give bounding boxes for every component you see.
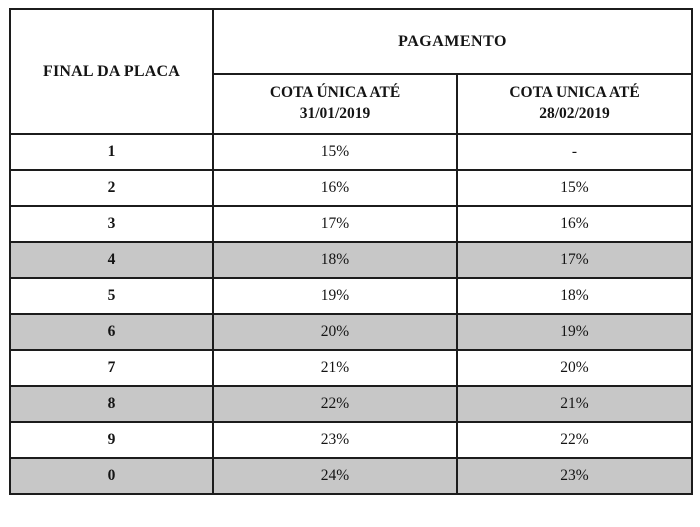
table-row (10, 278, 692, 314)
cota2-value-cell: 16% (457, 206, 692, 242)
ipva-payment-table (9, 8, 693, 495)
cota1-value-cell: 21% (213, 350, 457, 386)
cota2-value-cell: 23% (457, 458, 692, 494)
table-row (10, 170, 692, 206)
cota2-value-cell: 20% (457, 350, 692, 386)
table-row (10, 242, 692, 278)
cota1-value-cell: 15% (213, 134, 457, 170)
table-row (10, 422, 692, 458)
plate-ending-cell: 9 (10, 422, 213, 458)
cota2-value-cell: 22% (457, 422, 692, 458)
column-header-cota-unica-1 (213, 74, 457, 134)
column-header-pagamento: PAGAMENTO (213, 9, 692, 74)
plate-ending-cell: 5 (10, 278, 213, 314)
cota-unica-1-date: 31/01/2019 (299, 105, 371, 122)
table-row (10, 386, 692, 422)
cota1-value-cell: 16% (213, 170, 457, 206)
table-row (10, 314, 692, 350)
cota-unica-2-label: COTA UNICA ATÉ (509, 84, 640, 102)
plate-ending-cell: 7 (10, 350, 213, 386)
plate-ending-cell: 0 (10, 458, 213, 494)
plate-ending-cell: 1 (10, 134, 213, 170)
plate-ending-cell: 8 (10, 386, 213, 422)
cota2-value-cell: 15% (457, 170, 692, 206)
table-row (10, 134, 692, 170)
cota1-value-cell: 18% (213, 242, 457, 278)
column-header-cota-unica-2 (457, 74, 692, 134)
table-row (10, 350, 692, 386)
cota2-value-cell: 19% (457, 314, 692, 350)
cota1-value-cell: 17% (213, 206, 457, 242)
column-header-final-da-placa: FINAL DA PLACA (10, 9, 213, 134)
cota1-value-cell: 22% (213, 386, 457, 422)
cota2-value-cell: 18% (457, 278, 692, 314)
cota-unica-1-label: COTA ÚNICA ATÉ (269, 84, 401, 102)
header-row-group (10, 9, 692, 74)
cota1-value-cell: 24% (213, 458, 457, 494)
plate-ending-cell: 4 (10, 242, 213, 278)
cota1-value-cell: 20% (213, 314, 457, 350)
cota2-value-cell: 21% (457, 386, 692, 422)
table-row (10, 206, 692, 242)
plate-ending-cell: 6 (10, 314, 213, 350)
table-body (10, 134, 692, 494)
cota2-value-cell: 17% (457, 242, 692, 278)
table-header (10, 9, 692, 134)
cota2-value-cell: - (457, 134, 692, 170)
plate-ending-cell: 3 (10, 206, 213, 242)
table-row (10, 458, 692, 494)
cota1-value-cell: 19% (213, 278, 457, 314)
cota-unica-2-date: 28/02/2019 (539, 105, 610, 122)
plate-ending-cell: 2 (10, 170, 213, 206)
cota1-value-cell: 23% (213, 422, 457, 458)
